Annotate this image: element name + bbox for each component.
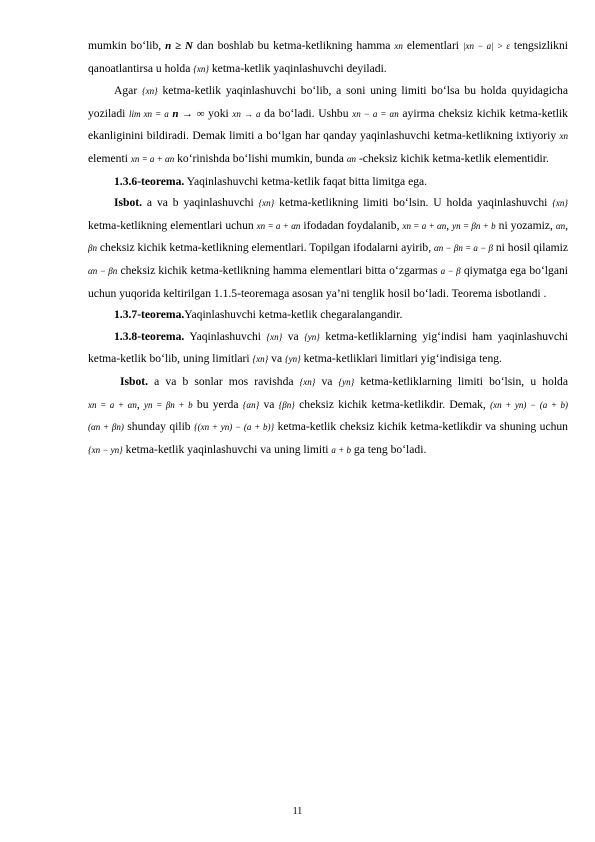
paragraph-7 [88,371,568,461]
text-run: ni yozamiz, [495,218,556,232]
paragraph-4 [88,192,568,304]
formula: xn − a = αn [352,108,399,119]
text-run: a va b sonlar mos ravishda [148,374,300,388]
formula: a − β [440,265,461,276]
text-run: cheksiz kichik ketma-ketlikning elementlari. Topilgan ifodalarni ayirib, [96,241,435,255]
formula: {yn} [285,354,301,365]
text-run: -cheksiz kichik ketma-ketlik elementidir. [356,151,549,165]
formula: |xn − a| > ε [463,41,510,51]
paragraph-5 [88,304,568,326]
formula: {αn} [242,399,260,410]
formula: αn − βn [88,265,118,276]
text-run: , [446,218,453,232]
text-run: va [282,329,305,343]
formula: {xn} [266,331,283,342]
text-run: , [136,397,145,411]
formula: {xn} [299,376,316,387]
formula: yn = βn + b [452,220,496,231]
text-run: tengsizlikni qanoatlantirsa u holda [88,39,568,75]
text-run: va [315,374,339,388]
text-run: elementlari [402,39,463,52]
text-run: ketma-ketlik cheksiz kichik ketma-ketlikdir va shuning uchun [274,420,568,434]
formula: {xn} [552,198,568,209]
text-run: ketma-ketliklarning yig‘indisi ham yaqinlashuvchi ketma-ketlik bo‘lib, uning limitlari [88,329,568,366]
formula: xn = a + αn [88,399,137,410]
theorem-title: 1.3.6-teorema. [114,174,185,188]
text-run: shunday qilib [123,420,195,434]
paragraph-1 [88,35,568,80]
formula: n → ∞ [172,107,205,120]
formula: n ≥ N [165,40,193,52]
formula: xn [559,131,568,142]
formula: αn [346,153,357,164]
formula: xn = a + αn [402,220,447,231]
formula: a + b [331,444,351,455]
text-run: ifodadan foydalanib, [300,218,403,232]
text-run: cheksiz kichik ketma-ketlikning hamma elementlari bitta o‘zgarmas [117,263,441,277]
text-run: ketma-ketlik yaqinlashuvchi va uning limiti [122,442,332,456]
text-run: ga teng bo‘ladi. [351,442,427,456]
theorem-title: 1.3.8-teorema. [114,329,185,343]
formula: βn [88,243,97,254]
formula: {xn} [258,198,275,209]
text-run: Yaqinlashuvchi ketma-ketlik chegaralangandir. [184,308,403,322]
paragraph-3 [88,171,568,193]
text-run: ketma-ketliklarning limiti bo‘lsin, u holda [354,374,568,388]
text-run: ketma-ketlik yaqinlashuvchi deyiladi. [208,61,387,75]
formula: {βn} [278,399,295,410]
formula: {yn} [304,331,320,342]
formula: xn = a + αn [130,153,175,164]
text-run: ketma-ketliklari limitlari yig‘indisiga teng. [300,352,502,366]
theorem-title: 1.3.7-teorema. [114,308,185,322]
page-number: 11 [292,806,303,817]
text-run: ayirma cheksiz kichik ketma-ketlik ekanliginini bildiradi. Demak limiti a bo‘lgan har qanday yaqinlashuvchi ketma-ketlikning ixtiyoriy [88,106,568,143]
formula: {xn} [141,86,158,97]
formula: yn = βn + b [144,399,193,410]
text-run: , [565,218,568,232]
formula: {xn − yn} [88,444,123,455]
formula: xn → a [232,108,261,119]
text-run: ketma-ketlikning limiti bo‘lsin. U holda yaqinlashuvchi [274,196,553,210]
formula: {xn} [193,63,209,74]
text-run: ko‘rinishda bo‘lishi mumkin, bunda [174,151,347,165]
text-run: a va b yaqinlashuvchi [142,196,259,210]
formula: αn [555,220,566,231]
formula: xn [394,41,403,51]
text-run: da bo‘ladi. Ushbu [260,106,353,120]
body-text [88,35,568,461]
text-run: mumkin bo‘lib, [88,39,166,52]
text-run: ni hosil qilamiz [492,241,568,255]
formula: lim xn = a [129,108,169,119]
proof-title: Isbot. [120,374,149,388]
text-run: bu yerda [192,397,243,411]
text-run: Agar [114,84,142,98]
text-run: qiymatga ega bo‘lgani uchun yuqorida keltirilgan 1.1.5-teoremaga asosan ya’ni tenglik hosil bo‘ladi. Teorema isbotlandi . [88,263,568,300]
formula: {(xn + yn) − (a + b)} [194,422,275,433]
formula: αn − βn = a − β [434,243,493,254]
text-run: Yaqinlashuvchi ketma-ketlik faqat bitta limitga ega. [184,174,428,188]
text-run: cheksiz kichik ketma-ketlikdir. Demak, [294,397,491,411]
formula: {xn} [252,354,269,365]
text-run: ketma-ketlikning elementlari uchun [88,218,257,232]
paragraph-2 [88,80,568,170]
paragraph-6 [88,326,568,371]
proof-title: Isbot. [114,196,143,210]
text-run: va [268,352,285,366]
text-run: elementi [88,151,131,165]
formula: (xn + yn) − (a + b) [490,399,569,410]
text-run: ketma-ketlik yaqinlashuvchi bo‘lib, a soni uning limiti bo‘lsa bu holda quyidagicha yoziladi [88,84,569,120]
formula: (αn + βn) [88,422,124,433]
formula: xn = a + αn [256,220,301,231]
text-run: dan boshlab bu ketma-ketlikning hamma [192,39,395,52]
text-run: Yaqinlashuvchi [184,329,267,343]
formula: {yn} [338,376,355,387]
text-run: va [259,397,279,411]
text-run: yoki [204,106,233,120]
